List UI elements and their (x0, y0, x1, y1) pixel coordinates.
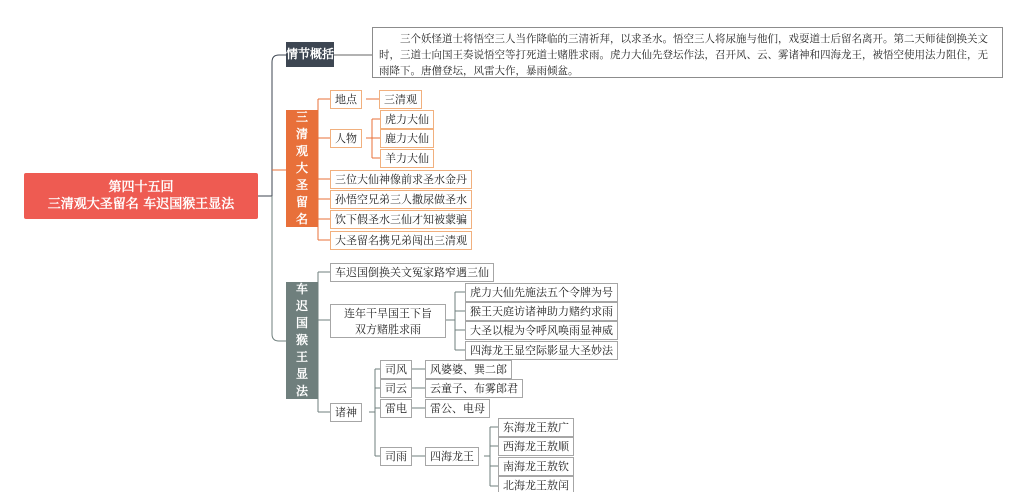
person-item[interactable]: 羊力大仙 (380, 149, 434, 168)
summary-text: 三个妖怪道士将悟空三人当作降临的三清祈拜，以求圣水。悟空三人将尿施与他们，戏耍道士后留名离开。第二天师徒倒换关文时，三道士向国王奏说悟空等打死道士赌胜求雨。虎力大仙先登坛作法，召开风、云、雾诸神和四海龙王，被悟空使用法力阻住，无雨降下。唐僧登坛，风雷大作，暴雨倾盆。 (372, 27, 1003, 78)
god-name[interactable]: 雷公、电母 (425, 399, 490, 418)
summary-title[interactable]: 情节概括 (286, 42, 334, 67)
god-name[interactable]: 风婆婆、巽二郎 (425, 360, 512, 379)
rain-role[interactable]: 司雨 (380, 447, 412, 466)
bet-item[interactable]: 大圣以棍为令呼风唤雨显神威 (465, 321, 618, 340)
god-role[interactable]: 司风 (380, 360, 412, 379)
gods-label[interactable]: 诸神 (330, 403, 362, 422)
god-role[interactable]: 雷电 (380, 399, 412, 418)
people-label[interactable]: 人物 (330, 129, 362, 148)
branch1-event[interactable]: 孙悟空兄弟三人撒尿做圣水 (330, 190, 472, 209)
rain-group[interactable]: 四海龙王 (425, 447, 479, 466)
bet-item[interactable]: 四海龙王显空际影显大圣妙法 (465, 341, 618, 360)
bet-line2: 双方赌胜求雨 (355, 323, 421, 336)
branch1-title[interactable] (286, 110, 318, 227)
branch2-title-text: 车迟国猴王显法 (295, 282, 308, 398)
god-name[interactable]: 云童子、布雾郎君 (425, 379, 523, 398)
root-topic[interactable] (24, 173, 258, 219)
root-title-line2: 三清观大圣留名 车迟国猴王显法 (47, 197, 235, 212)
dragon-king[interactable]: 南海龙王敖钦 (498, 457, 574, 476)
branch1-event[interactable]: 三位大仙神像前求圣水金丹 (330, 170, 472, 189)
dragon-king[interactable]: 东海龙王敖广 (498, 418, 574, 437)
bet-line1: 连年干旱国王下旨 (344, 307, 432, 320)
dragon-king[interactable]: 北海龙王敖闰 (498, 476, 574, 492)
root-title-line1: 第四十五回 (108, 180, 174, 195)
bet-item[interactable]: 猴王天庭访诸神助力赌约求雨 (465, 302, 618, 321)
bet-node[interactable] (330, 304, 446, 338)
branch2-title[interactable] (286, 282, 318, 399)
branch1-event[interactable]: 大圣留名携兄弟闯出三清观 (330, 231, 472, 250)
god-role[interactable]: 司云 (380, 379, 412, 398)
branch2-event[interactable]: 车迟国倒换关文冤家路窄遇三仙 (330, 263, 494, 282)
person-item[interactable]: 鹿力大仙 (380, 129, 434, 148)
branch1-title-text: 三清观大圣留名 (295, 110, 308, 226)
bet-item[interactable]: 虎力大仙先施法五个令牌为号 (465, 283, 618, 302)
place-value[interactable]: 三清观 (379, 90, 422, 109)
person-item[interactable]: 虎力大仙 (380, 110, 434, 129)
place-label[interactable]: 地点 (330, 90, 362, 109)
dragon-king[interactable]: 西海龙王敖顺 (498, 437, 574, 456)
branch1-event[interactable]: 饮下假圣水三仙才知被蒙骗 (330, 210, 472, 229)
